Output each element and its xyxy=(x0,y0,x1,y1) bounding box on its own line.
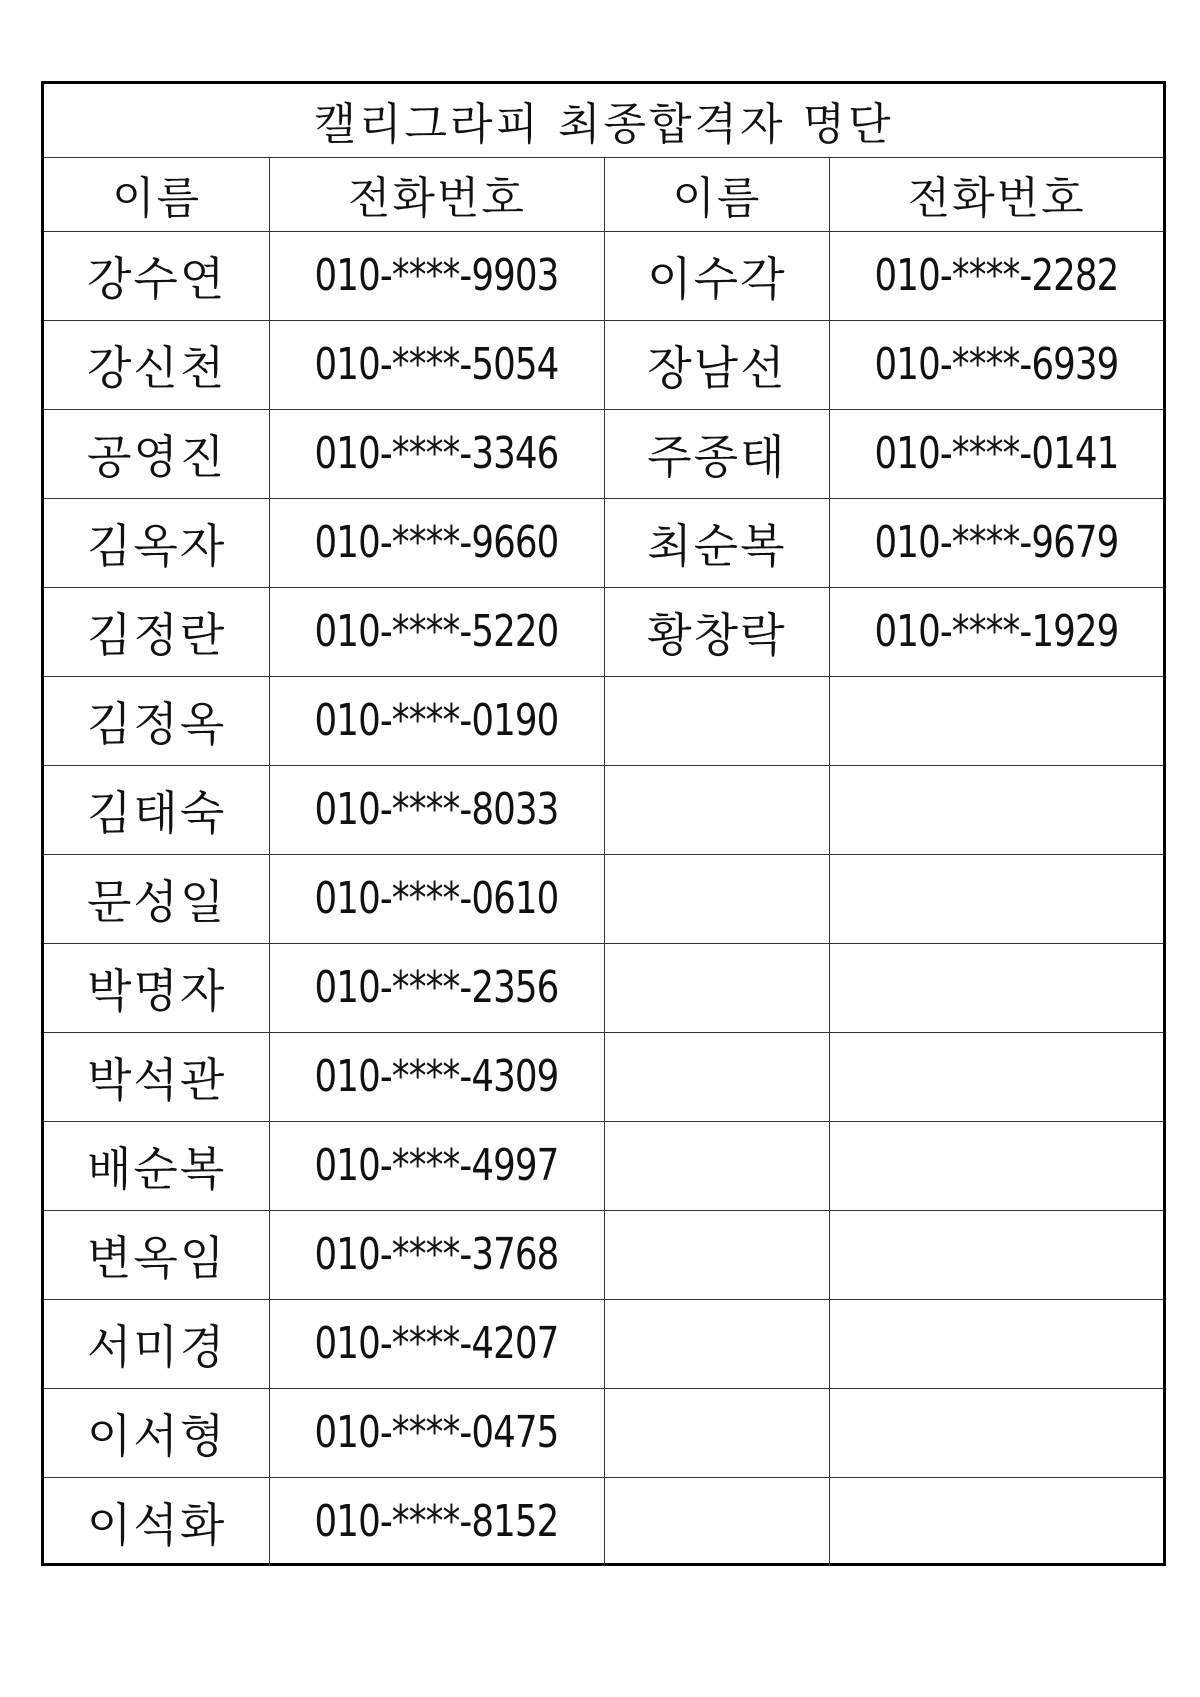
phone-cell-right xyxy=(830,1299,1163,1388)
finalist-table xyxy=(44,84,1163,1566)
phone-cell-right xyxy=(830,765,1163,854)
table-row xyxy=(44,1210,1163,1299)
table-row xyxy=(44,498,1163,587)
phone-cell-right-text: 010-****-1929 xyxy=(874,606,1119,657)
phone-cell-right-text: 010-****-9679 xyxy=(874,517,1119,568)
name-cell-right xyxy=(604,1388,830,1477)
table-row xyxy=(44,320,1163,409)
phone-cell-right xyxy=(830,676,1163,765)
phone-cell-left xyxy=(270,498,604,587)
phone-cell-right xyxy=(830,320,1163,409)
phone-cell-left-text: 010-****-0475 xyxy=(314,1407,559,1458)
name-cell-right xyxy=(604,1032,830,1121)
name-cell-left: 박명자 xyxy=(44,943,270,1032)
phone-cell-right xyxy=(830,1210,1163,1299)
name-cell-right: 이수각 xyxy=(604,231,830,320)
page-title: 캘리그라피 최종합격자 명단 xyxy=(44,84,1163,157)
phone-cell-left-text: 010-****-9903 xyxy=(314,250,559,301)
name-cell-right xyxy=(604,1477,830,1566)
roster-sheet xyxy=(41,81,1166,1566)
phone-cell-left xyxy=(270,231,604,320)
name-cell-left: 이서형 xyxy=(44,1388,270,1477)
phone-cell-right xyxy=(830,231,1163,320)
phone-cell-left-text: 010-****-2356 xyxy=(314,962,559,1013)
phone-cell-left xyxy=(270,409,604,498)
phone-cell-left-text: 010-****-8033 xyxy=(314,784,559,835)
name-cell-right: 황창락 xyxy=(604,587,830,676)
phone-cell-right xyxy=(830,854,1163,943)
table-row xyxy=(44,676,1163,765)
header-name-left: 이름 xyxy=(44,157,270,231)
name-cell-left: 서미경 xyxy=(44,1299,270,1388)
phone-cell-right xyxy=(830,1388,1163,1477)
phone-cell-right xyxy=(830,1477,1163,1566)
phone-cell-left-text: 010-****-5054 xyxy=(314,339,559,390)
phone-cell-right-text: 010-****-0141 xyxy=(874,428,1119,479)
name-cell-right xyxy=(604,676,830,765)
table-row xyxy=(44,409,1163,498)
phone-cell-left xyxy=(270,1032,604,1121)
name-cell-right: 장남선 xyxy=(604,320,830,409)
phone-cell-right xyxy=(830,943,1163,1032)
phone-cell-left xyxy=(270,765,604,854)
name-cell-left: 김옥자 xyxy=(44,498,270,587)
table-row xyxy=(44,854,1163,943)
header-phone-right: 전화번호 xyxy=(830,157,1163,231)
name-cell-left: 박석관 xyxy=(44,1032,270,1121)
phone-cell-left xyxy=(270,854,604,943)
phone-cell-left-text: 010-****-0190 xyxy=(314,695,559,746)
name-cell-left: 이석화 xyxy=(44,1477,270,1566)
table-row xyxy=(44,765,1163,854)
name-cell-right: 최순복 xyxy=(604,498,830,587)
table-row xyxy=(44,1121,1163,1210)
name-cell-left: 문성일 xyxy=(44,854,270,943)
phone-cell-right xyxy=(830,498,1163,587)
name-cell-left: 변옥임 xyxy=(44,1210,270,1299)
phone-cell-right-text: 010-****-6939 xyxy=(874,339,1119,390)
phone-cell-right xyxy=(830,587,1163,676)
table-row xyxy=(44,1477,1163,1566)
name-cell-left: 배순복 xyxy=(44,1121,270,1210)
phone-cell-left xyxy=(270,1121,604,1210)
phone-cell-left xyxy=(270,320,604,409)
table-row xyxy=(44,943,1163,1032)
name-cell-left: 김정란 xyxy=(44,587,270,676)
phone-cell-left-text: 010-****-4207 xyxy=(314,1318,559,1369)
phone-cell-left-text: 010-****-0610 xyxy=(314,873,559,924)
name-cell-right xyxy=(604,1121,830,1210)
name-cell-right xyxy=(604,1210,830,1299)
phone-cell-left xyxy=(270,587,604,676)
name-cell-left: 김정옥 xyxy=(44,676,270,765)
name-cell-right: 주종태 xyxy=(604,409,830,498)
phone-cell-left-text: 010-****-3768 xyxy=(314,1229,559,1280)
title-row xyxy=(44,84,1163,157)
phone-cell-left-text: 010-****-9660 xyxy=(314,517,559,568)
name-cell-right xyxy=(604,1299,830,1388)
phone-cell-right-text: 010-****-2282 xyxy=(874,250,1119,301)
phone-cell-left xyxy=(270,1299,604,1388)
table-row xyxy=(44,1299,1163,1388)
name-cell-left: 공영진 xyxy=(44,409,270,498)
phone-cell-left xyxy=(270,943,604,1032)
phone-cell-left xyxy=(270,1388,604,1477)
table-row xyxy=(44,1032,1163,1121)
phone-cell-left-text: 010-****-4997 xyxy=(314,1140,559,1191)
name-cell-left: 강신천 xyxy=(44,320,270,409)
phone-cell-right xyxy=(830,1032,1163,1121)
phone-cell-left xyxy=(270,676,604,765)
header-row xyxy=(44,157,1163,231)
phone-cell-left-text: 010-****-5220 xyxy=(314,606,559,657)
phone-cell-right xyxy=(830,1121,1163,1210)
name-cell-right xyxy=(604,765,830,854)
phone-cell-left xyxy=(270,1210,604,1299)
phone-cell-left-text: 010-****-4309 xyxy=(314,1051,559,1102)
name-cell-right xyxy=(604,943,830,1032)
phone-cell-left-text: 010-****-3346 xyxy=(314,428,559,479)
table-row xyxy=(44,587,1163,676)
name-cell-left: 김태숙 xyxy=(44,765,270,854)
table-row xyxy=(44,231,1163,320)
header-name-right: 이름 xyxy=(604,157,830,231)
name-cell-right xyxy=(604,854,830,943)
phone-cell-left xyxy=(270,1477,604,1566)
name-cell-left: 강수연 xyxy=(44,231,270,320)
phone-cell-left-text: 010-****-8152 xyxy=(314,1496,559,1548)
table-row xyxy=(44,1388,1163,1477)
phone-cell-right xyxy=(830,409,1163,498)
header-phone-left: 전화번호 xyxy=(270,157,604,231)
